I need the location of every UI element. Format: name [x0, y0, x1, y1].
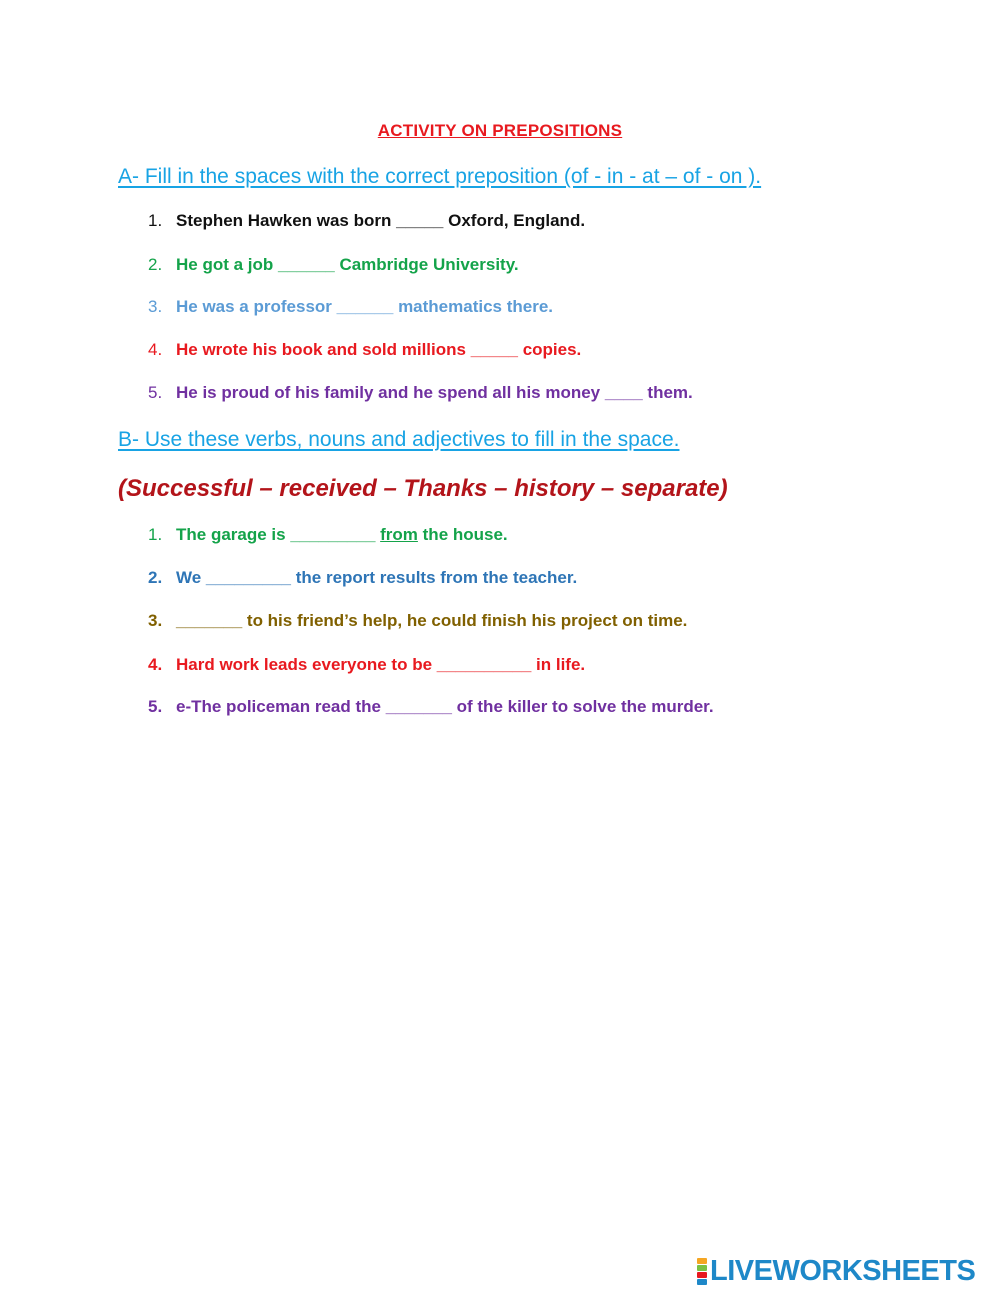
- item-text: He got a job ______ Cambridge University.: [176, 255, 519, 274]
- item-text: e-The policeman read the _______ of the killer to solve the murder.: [176, 697, 714, 716]
- section-b-item-3: [148, 611, 687, 631]
- item-text-before: The garage is _________: [176, 525, 381, 544]
- underlined-word: from: [380, 525, 418, 544]
- item-text: He is proud of his family and he spend all his money ____ them.: [176, 383, 693, 402]
- logo-blocks-icon: [697, 1258, 707, 1285]
- item-text: _______ to his friend’s help, he could finish his project on time.: [176, 611, 688, 630]
- item-number: 4.: [148, 340, 163, 359]
- item-number: 5.: [148, 383, 163, 402]
- logo-block-l: [697, 1258, 707, 1264]
- item-number: 3.: [148, 297, 163, 316]
- item-text-after: the house.: [417, 525, 508, 544]
- item-number: 2.: [148, 568, 163, 587]
- logo-text: LIVEWORKSHEETS: [710, 1255, 976, 1287]
- section-a-item-3: [148, 297, 553, 317]
- item-text: Hard work leads everyone to be __________ in life.: [176, 655, 586, 674]
- item-number: 1.: [148, 525, 163, 544]
- item-text: He was a professor ______ mathematics there.: [176, 297, 554, 316]
- section-b-item-1: [148, 525, 508, 545]
- logo-block-e: [697, 1279, 707, 1285]
- section-a-item-2: [148, 255, 519, 275]
- item-text: We _________ the report results from the teacher.: [176, 568, 578, 587]
- liveworksheets-logo[interactable]: [697, 1255, 975, 1288]
- item-number: 3.: [148, 611, 163, 630]
- item-text: [176, 525, 508, 545]
- item-number: 2.: [148, 255, 163, 274]
- item-text: He wrote his book and sold millions _____ copies.: [176, 340, 582, 359]
- item-number: 1.: [148, 211, 163, 230]
- word-bank: (Successful – received – Thanks – history – separate): [118, 475, 728, 502]
- section-b-item-2: [148, 568, 577, 588]
- item-number: 5.: [148, 697, 163, 716]
- logo-block-v: [697, 1272, 707, 1278]
- section-b-heading: B- Use these verbs, nouns and adjectives to fill in the space.: [118, 428, 680, 451]
- logo-block-i: [697, 1265, 707, 1271]
- section-b-item-5: [148, 697, 714, 717]
- item-text: Stephen Hawken was born _____ Oxford, England.: [176, 211, 586, 230]
- section-b-item-4: [148, 655, 585, 675]
- item-number: 4.: [148, 655, 163, 674]
- section-a-item-1: [148, 211, 585, 231]
- section-a-item-4: [148, 340, 581, 360]
- page-title: ACTIVITY ON PREPOSITIONS: [377, 121, 623, 140]
- section-a-item-5: [148, 383, 693, 403]
- section-a-heading: A- Fill in the spaces with the correct preposition (of - in - at – of - on ).: [118, 165, 762, 188]
